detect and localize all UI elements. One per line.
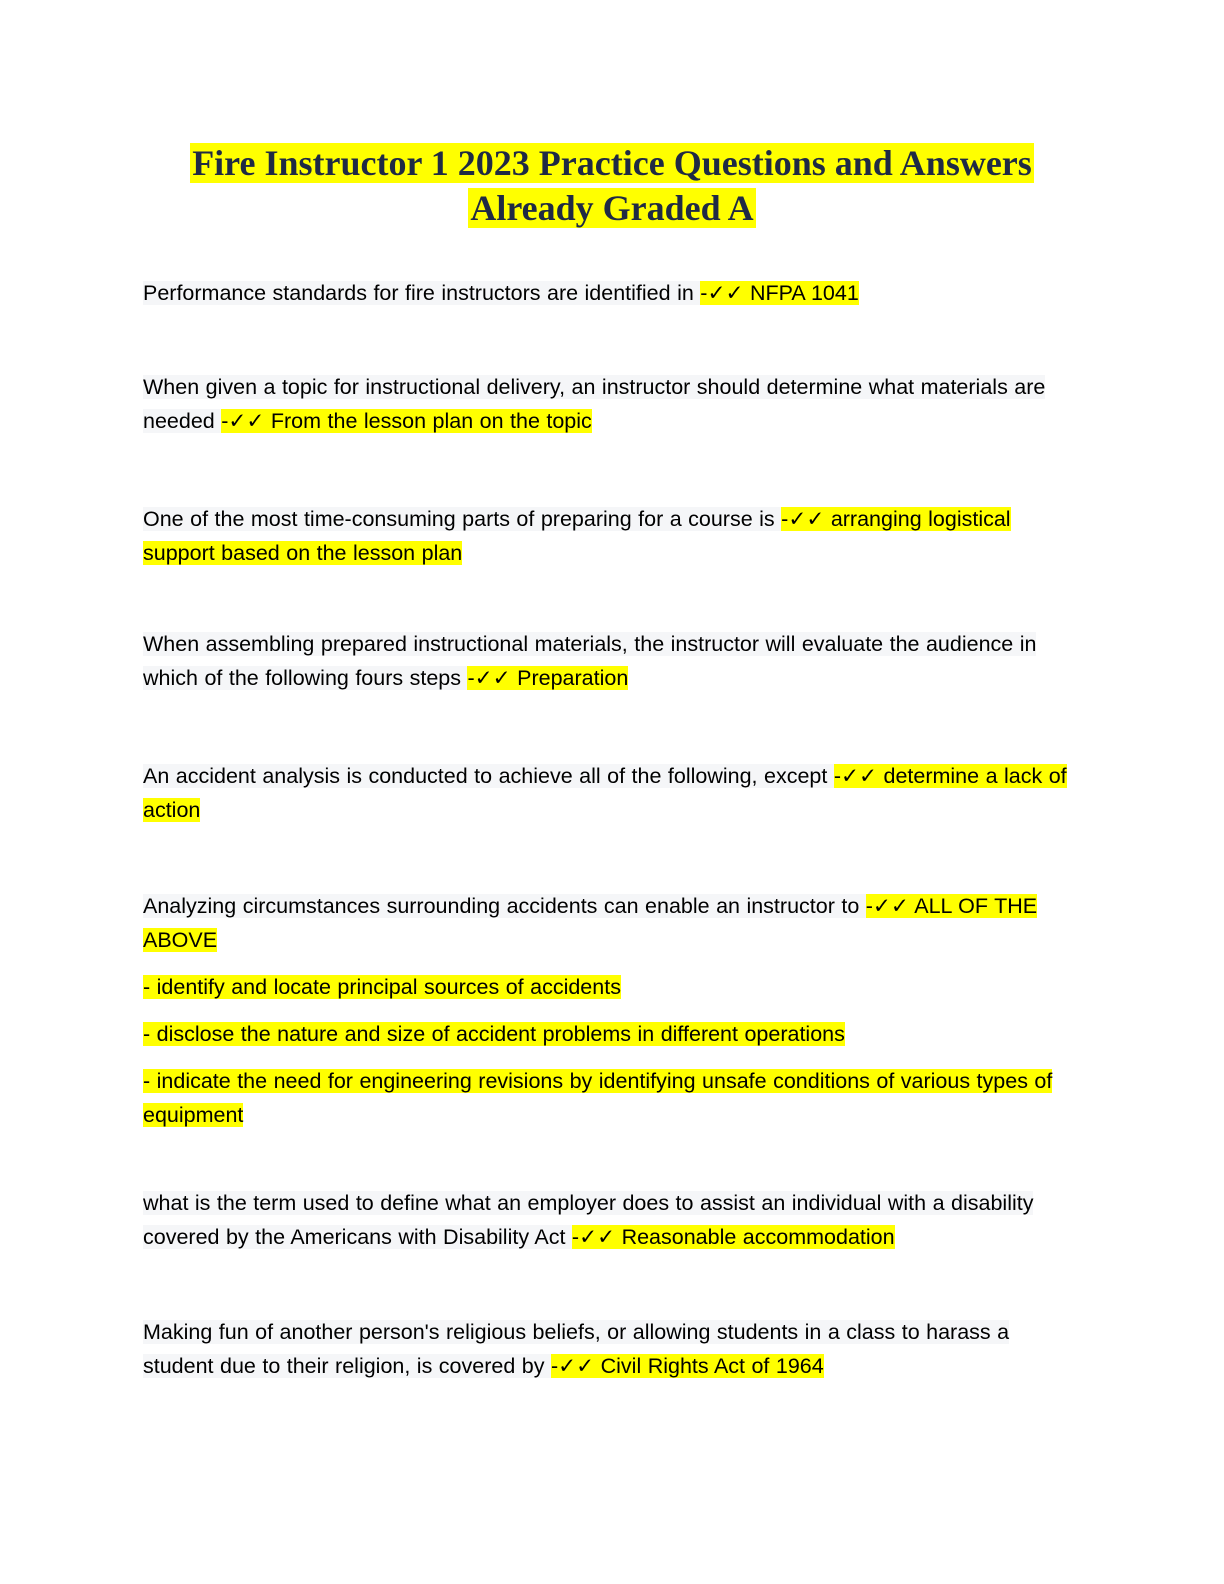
question-text: One of the most time-consuming parts of preparing for a course is	[143, 507, 782, 531]
answer-text: -✓✓ ALL OF THE ABOVE	[143, 894, 1038, 952]
answer-text: -✓✓ determine a lack of action	[143, 764, 1067, 822]
question-text: Making fun of another person's religious beliefs, or allowing students in a class to harass a student due to their religion, is covered by	[143, 1320, 1010, 1378]
qa-item-2	[143, 370, 1078, 438]
answer-text: -✓✓ Preparation	[467, 666, 629, 690]
qa-item-5	[143, 759, 1078, 827]
answer-text: -✓✓ From the lesson plan on the topic	[221, 409, 592, 433]
question-text: Performance standards for fire instructors are identified in	[143, 281, 701, 305]
answer-bullet-2: - disclose the nature and size of accident problems in different operations	[143, 1022, 845, 1046]
question-text: An accident analysis is conducted to achieve all of the following, except	[143, 764, 834, 788]
question-text: When given a topic for instructional delivery, an instructor should determine what materials are needed	[143, 375, 1046, 433]
qa-item-7	[143, 1186, 1078, 1254]
question-text: When assembling prepared instructional materials, the instructor will evaluate the audience in which of the following fours steps	[143, 632, 1037, 690]
answer-text: -✓✓ NFPA 1041	[700, 281, 859, 305]
qa-item-8	[143, 1315, 1078, 1383]
document-title-line-1: Fire Instructor 1 2023 Practice Questions and Answers	[192, 143, 1032, 183]
answer-text: -✓✓ Civil Rights Act of 1964	[550, 1354, 824, 1378]
qa-item-1	[143, 276, 1078, 310]
answer-text: -✓✓ Reasonable accommodation	[571, 1225, 895, 1249]
qa-item-3	[143, 502, 1078, 570]
qa-item-6-main	[143, 889, 1078, 957]
qa-item-4	[143, 627, 1078, 695]
question-text: Analyzing circumstances surrounding accidents can enable an instructor to	[143, 894, 866, 918]
question-text: what is the term used to define what an employer does to assist an individual with a disability covered by the Americans with Disability Act	[143, 1191, 1034, 1249]
qa-item-6	[143, 889, 1078, 1132]
answer-text: -✓✓ arranging logistical support based on the lesson plan	[143, 507, 1011, 565]
answer-bullet-1: - identify and locate principal sources of accidents	[143, 975, 621, 999]
document-title-line-2: Already Graded A	[470, 188, 754, 228]
answer-bullet-3: - indicate the need for engineering revisions by identifying unsafe conditions of various types of equipment	[143, 1069, 1053, 1127]
